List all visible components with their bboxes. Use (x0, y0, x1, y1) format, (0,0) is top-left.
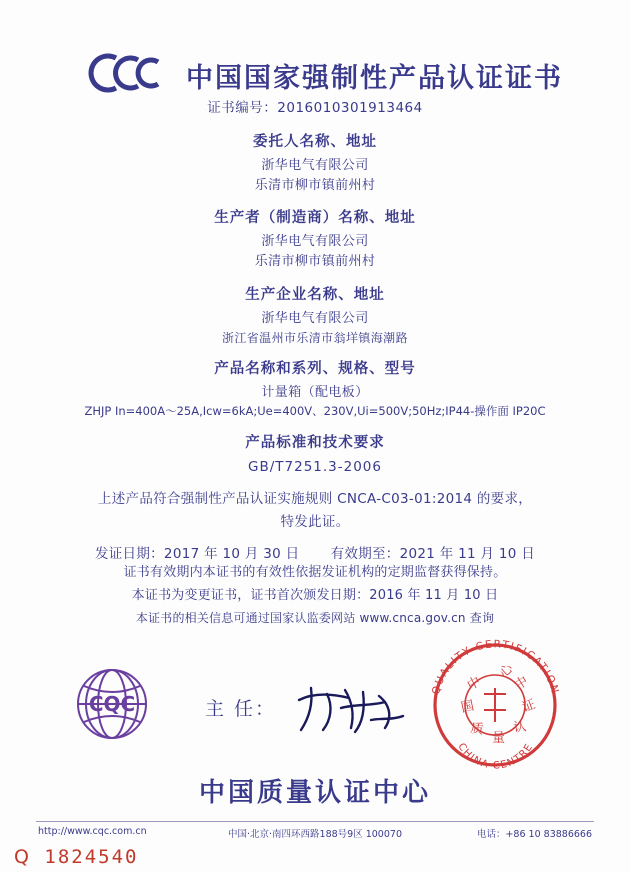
standard-line: GB/T7251.3-2006 (248, 459, 382, 476)
svg-text:认: 认 (512, 719, 528, 736)
section-line: 乐清市柳市镇前州村 (254, 254, 376, 270)
svg-text:CHINA CENTRE: CHINA CENTRE (455, 741, 536, 772)
handwritten-signature-icon (293, 678, 413, 738)
supervision-note: 证书有效期内本证书的有效性依据发证机构的定期监督获得保持。 (123, 565, 507, 581)
certificate-body (0, 96, 630, 629)
page-title: 中国国家强制性产品认证证书 (186, 63, 563, 94)
change-note: 本证书为变更证书，证书首次颁发日期：2016 年 11 月 10 日 (131, 587, 499, 603)
section-line: 浙华电气有限公司 (261, 158, 369, 173)
certificate-number: 证书编号：2016010301913464 (207, 100, 423, 116)
svg-text:QUALITY CERTIFICATION: QUALITY CERTIFICATION (429, 638, 562, 696)
section-factory (0, 283, 630, 348)
svg-text:CQC: CQC (88, 692, 136, 716)
signature-area (0, 638, 630, 772)
certificate-header (0, 26, 630, 92)
section-line: 浙江省温州市乐清市翁垟镇海潮路 (221, 330, 408, 345)
section-standard (0, 431, 630, 478)
date-row (0, 542, 630, 562)
compliance-statement (0, 488, 630, 534)
valid-until-date: 有效期至：2021 年 11 月 10 日 (330, 546, 536, 563)
section-line: 乐清市柳市镇前州村 (254, 178, 376, 194)
director-label: 主 任： (205, 698, 277, 720)
svg-text:证: 证 (520, 697, 538, 716)
section-line: 计量箱（配电板） (261, 385, 369, 401)
section-title: 产品名称和系列、规格、型号 (214, 361, 416, 378)
section-applicant (0, 130, 630, 196)
serial-prefix: Q (14, 846, 31, 868)
svg-text:中: 中 (512, 673, 532, 694)
product-spec-line: ZHJP In=400A～25A,Icw=6kA;Ue=400V、230V,Ui=500V;50Hz;IP44-操作面 IP20C (84, 404, 546, 419)
footer-divider (36, 821, 594, 822)
section-line: 浙华电气有限公司 (261, 234, 369, 250)
footer-website[interactable]: http://www.cqc.com.cn (38, 826, 147, 837)
statement-line-1: 上述产品符合强制性产品认证实施规则 CNCA-C03-01:2014 的要求， (97, 491, 533, 508)
section-title: 委托人名称、地址 (253, 134, 377, 150)
statement-line-2: 特发此证。 (280, 514, 350, 531)
section-manufacturer (0, 206, 630, 272)
svg-text:心: 心 (496, 661, 517, 681)
svg-text:质: 质 (469, 721, 485, 738)
organization-name: 中国质量认证中心 (198, 778, 431, 808)
section-title: 产品标准和技术要求 (245, 435, 385, 452)
serial-digits: 1824540 (44, 846, 139, 868)
official-seal-icon (418, 628, 573, 783)
section-title: 生产者（制造商）名称、地址 (214, 210, 416, 227)
section-product (0, 357, 630, 421)
cqc-logo-icon (62, 664, 162, 744)
issue-date: 发证日期：2017 年 10 月 30 日 (94, 546, 300, 563)
serial-number (14, 846, 139, 868)
svg-text:量: 量 (492, 731, 506, 746)
svg-text:中: 中 (464, 674, 484, 694)
section-line: 浙华电气有限公司 (261, 310, 369, 326)
certificate-footer (36, 826, 594, 842)
ccc-mark-icon (86, 50, 172, 96)
footer-address: 中国·北京·南四环西路188号9区 100070 (227, 829, 402, 840)
verify-note: 本证书的相关信息可通过国家认监委网站 www.cnca.gov.cn 查询 (135, 610, 495, 625)
svg-text:国: 国 (459, 698, 476, 716)
footer-phone: 电话：+86 10 83886666 (476, 829, 592, 840)
section-title: 生产企业名称、地址 (245, 286, 385, 303)
